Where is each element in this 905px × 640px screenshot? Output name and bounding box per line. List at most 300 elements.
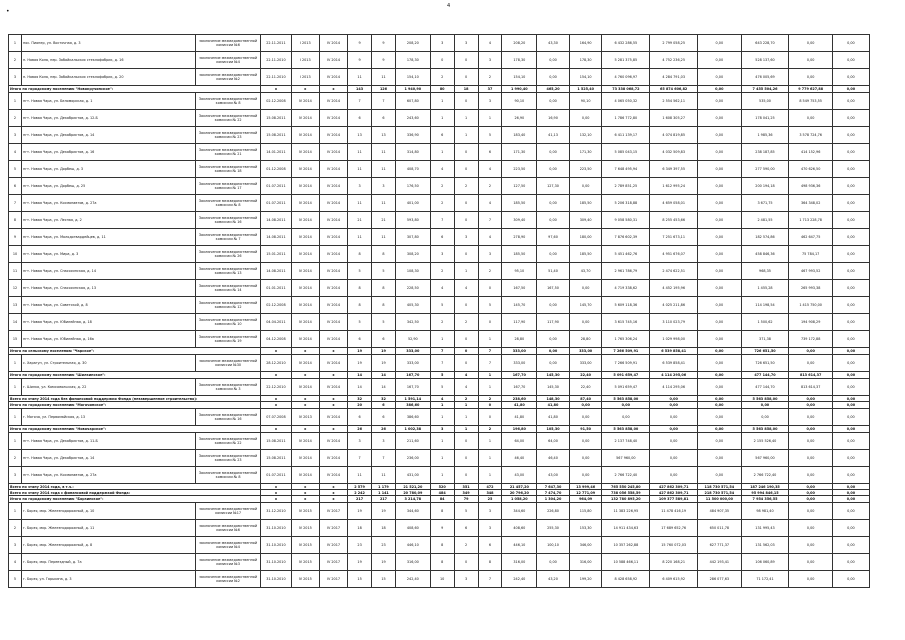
cell-a2: 16,90 bbox=[537, 110, 570, 127]
cell-cost: 3 615 745,16 bbox=[602, 314, 650, 331]
cell-a2: 7 647,30 bbox=[537, 484, 570, 490]
table-row bbox=[9, 246, 870, 263]
cell-area: 1 002,38 bbox=[395, 426, 430, 433]
cell-date: 22.11.2010 bbox=[261, 52, 291, 69]
cell-c2: 18 bbox=[372, 520, 396, 537]
table-row bbox=[9, 355, 870, 372]
cell-v2: 286 077,63 bbox=[698, 571, 741, 588]
cell-v2: 0,00 bbox=[698, 212, 741, 229]
cell-v2: 0,00 bbox=[698, 409, 741, 426]
cell-a3: 115,80 bbox=[569, 503, 602, 520]
cell-c1: 6 bbox=[348, 331, 372, 348]
cell-v2: 0,00 bbox=[698, 229, 741, 246]
cell-cost: 0,00 bbox=[602, 402, 650, 409]
cell-f1: 3 bbox=[430, 426, 454, 433]
cell-f3: 4 bbox=[478, 161, 502, 178]
cell-v1: 4 025 211,86 bbox=[650, 297, 698, 314]
cell-f3: 1 bbox=[478, 433, 502, 450]
cell-v1: 11 478 416,19 bbox=[650, 503, 698, 520]
cell-a2: 43,00 bbox=[537, 467, 570, 484]
cell-a2: 0,00 bbox=[537, 246, 570, 263]
cell-v2: 0,00 bbox=[698, 396, 741, 402]
cell-v3: 3 671,75 bbox=[741, 195, 789, 212]
cell-v5: 0,00 bbox=[832, 379, 869, 396]
cell-f2: 0 bbox=[454, 467, 478, 484]
cell-a3: 132,10 bbox=[569, 127, 602, 144]
cell-y2: x bbox=[319, 484, 347, 490]
table-row bbox=[9, 467, 870, 484]
cell-v2: 118 730 571,54 bbox=[698, 484, 741, 490]
cell-a2: 167,50 bbox=[537, 280, 570, 297]
cell-c1: 21 bbox=[348, 212, 372, 229]
cell-v4: 0,00 bbox=[789, 110, 832, 127]
cell-c2: 11 bbox=[372, 467, 396, 484]
cell-area: 236,00 bbox=[395, 450, 430, 467]
cell-f1: 3 bbox=[430, 246, 454, 263]
cell-date: x bbox=[261, 402, 291, 409]
cell-f2: 3 bbox=[454, 35, 478, 52]
cell-date: 04.04.2011 bbox=[261, 314, 291, 331]
cell-y1: x bbox=[291, 484, 319, 490]
cell-a2: 97,60 bbox=[537, 229, 570, 246]
cell-f2: 351 bbox=[454, 484, 478, 490]
cell-y1: I 2013 bbox=[291, 52, 319, 69]
cell-v4: 75 784,17 bbox=[789, 246, 832, 263]
cell-y2: x bbox=[319, 426, 347, 433]
cell-v5: 0,00 bbox=[832, 246, 869, 263]
cell-v2: 0,00 bbox=[698, 86, 741, 93]
cell-a1: 446,10 bbox=[502, 537, 537, 554]
cell-v1: 6 539 858,41 bbox=[650, 348, 698, 355]
cell-label: Всего по этапу 2014 года без финансовой поддержки Фонда (незавершенное строительство): bbox=[9, 396, 261, 402]
cell-f2: 1 bbox=[454, 426, 478, 433]
cell-date: 15.08.2011 bbox=[261, 433, 291, 450]
cell-a3: 185,50 bbox=[569, 246, 602, 263]
table-row bbox=[9, 127, 870, 144]
cell-f3: 472 bbox=[478, 484, 502, 490]
cell-v1: 15 760 072,03 bbox=[650, 537, 698, 554]
cell-date: 15.08.2011 bbox=[261, 450, 291, 467]
cell-y1: IV 2014 bbox=[291, 297, 319, 314]
cell-area: 178,30 bbox=[395, 52, 430, 69]
cell-c2: 3 bbox=[372, 433, 396, 450]
cell-f1: 84 bbox=[430, 496, 454, 503]
cell-v5: 0,00 bbox=[832, 161, 869, 178]
cell-cost: 0,00 bbox=[602, 409, 650, 426]
cell-v1: 4 284 791,03 bbox=[650, 69, 698, 86]
cell-v2: 0,00 bbox=[698, 314, 741, 331]
cell-v1: 1 612 995,24 bbox=[650, 178, 698, 195]
cell-c2: 26 bbox=[372, 426, 396, 433]
cell-date: x bbox=[261, 372, 291, 379]
cell-v1: 109 377 589,81 bbox=[650, 496, 698, 503]
cell-c1: 3 bbox=[348, 433, 372, 450]
cell-y1: I 2013 bbox=[291, 69, 319, 86]
cell-basis: Заключение межведомственной комиссии № 19 bbox=[195, 331, 260, 348]
cell-v3: 0,00 bbox=[741, 402, 789, 409]
cell-v2: 0,00 bbox=[698, 450, 741, 467]
cell-addr: п. Новая Кола, пер. Забайкальских стеклофабрик, д. 20 bbox=[22, 69, 196, 86]
cell-a1: 95,10 bbox=[502, 263, 537, 280]
cell-y1: IV 2014 bbox=[291, 161, 319, 178]
cell-area: 307,80 bbox=[395, 229, 430, 246]
cell-a3: 333,00 bbox=[569, 348, 602, 355]
cell-cost: 4 760 096,97 bbox=[602, 69, 650, 86]
cell-v1: 0,00 bbox=[650, 426, 698, 433]
cell-v2: 0,00 bbox=[698, 144, 741, 161]
cell-y2: IV 2017 bbox=[319, 537, 347, 554]
cell-c2: 32 bbox=[372, 396, 396, 402]
cell-v4: 1 713 228,78 bbox=[789, 212, 832, 229]
cell-y1: IV 2014 bbox=[291, 195, 319, 212]
cell-y1: x bbox=[291, 496, 319, 503]
cell-area: 176,50 bbox=[395, 178, 430, 195]
cell-basis: заключение межведомственной комиссии №4 bbox=[195, 52, 260, 69]
cell-a2: 0,00 bbox=[537, 355, 570, 372]
table-row bbox=[9, 571, 870, 588]
cell-date: 14.08.2011 bbox=[261, 212, 291, 229]
cell-v2: 0,00 bbox=[698, 178, 741, 195]
cell-basis: Заключение межведомственной комиссии № 17 bbox=[195, 178, 260, 195]
cell-y1: IV 2014 bbox=[291, 433, 319, 450]
cell-label: Итого по городскому поселению "Борзинское": bbox=[9, 496, 261, 503]
cell-v2: 442 193,41 bbox=[698, 554, 741, 571]
cell-y2: x bbox=[319, 402, 347, 409]
cell-date: 02.12.2008 bbox=[261, 297, 291, 314]
cell-f1: 2 bbox=[430, 178, 454, 195]
cell-a3: 316,00 bbox=[569, 554, 602, 571]
cell-f2: 1 bbox=[454, 127, 478, 144]
cell-y1: IV 2014 bbox=[291, 229, 319, 246]
cell-a3: 28,80 bbox=[569, 331, 602, 348]
group-total-row bbox=[9, 496, 870, 503]
cell-cost: 7 266 509,91 bbox=[602, 355, 650, 372]
table-row bbox=[9, 93, 870, 110]
cell-v5: 0,00 bbox=[832, 212, 869, 229]
cell-y2: IV 2014 bbox=[319, 246, 347, 263]
cell-c2: 11 bbox=[372, 195, 396, 212]
cell-a2: 64,00 bbox=[537, 433, 570, 450]
cell-a2: 226,80 bbox=[537, 503, 570, 520]
cell-a3: 22,40 bbox=[569, 372, 602, 379]
cell-c1: 8 bbox=[348, 297, 372, 314]
cell-area: 386,60 bbox=[395, 402, 430, 409]
cell-y2: x bbox=[319, 496, 347, 503]
cell-n: 8 bbox=[9, 212, 22, 229]
cell-v5: 0,00 bbox=[832, 263, 869, 280]
cell-a2: 0,00 bbox=[537, 348, 570, 355]
cell-a1: 21 457,20 bbox=[502, 484, 537, 490]
cell-cost: 7 876 602,39 bbox=[602, 229, 650, 246]
cell-c2: 11 bbox=[372, 229, 396, 246]
cell-v5: 0,00 bbox=[832, 496, 869, 503]
cell-a1: 185,50 bbox=[502, 195, 537, 212]
cell-a1: 20 796,20 bbox=[502, 490, 537, 496]
cell-c2: 19 bbox=[372, 355, 396, 372]
cell-v1: 0,00 bbox=[650, 409, 698, 426]
cell-addr: пгт. Новая Чара, ул. Лесная, д. 2 bbox=[22, 212, 196, 229]
cell-area: 243,60 bbox=[395, 110, 430, 127]
cell-c2: 9 bbox=[372, 35, 396, 52]
cell-addr: пгт. Новая Чара, ул. Советской, д. 8 bbox=[22, 297, 196, 314]
cell-c2: 126 bbox=[372, 86, 396, 93]
cell-v3: 95 994 846,15 bbox=[741, 490, 789, 496]
cell-n: 2 bbox=[9, 52, 22, 69]
cell-f1: 1 bbox=[430, 144, 454, 161]
cell-v5: 0,00 bbox=[832, 144, 869, 161]
corner-mark: • bbox=[6, 8, 10, 15]
cell-a2: 0,00 bbox=[537, 331, 570, 348]
cell-f2: 0 bbox=[454, 331, 478, 348]
cell-a1: 171,30 bbox=[502, 144, 537, 161]
cell-v3: 477 144,70 bbox=[741, 372, 789, 379]
cell-area: 333,00 bbox=[395, 348, 430, 355]
table-row bbox=[9, 144, 870, 161]
cell-y1: IV 2014 bbox=[291, 110, 319, 127]
cell-f3: 4 bbox=[478, 195, 502, 212]
cell-c1: 19 bbox=[348, 503, 372, 520]
cell-v2: 0,00 bbox=[698, 348, 741, 355]
cell-c2: 6 bbox=[372, 110, 396, 127]
cell-a2: 7 474,70 bbox=[537, 490, 570, 496]
cell-a2: 41,13 bbox=[537, 127, 570, 144]
cell-basis: Заключение межведомственной комиссии № 16 bbox=[195, 409, 260, 426]
cell-a1: 167,70 bbox=[502, 379, 537, 396]
cell-f2: 1 bbox=[454, 110, 478, 127]
cell-v5: 0,00 bbox=[832, 537, 869, 554]
cell-c1: 9 bbox=[348, 35, 372, 52]
cell-n: 4 bbox=[9, 144, 22, 161]
cell-basis: Заключение межведомственной комиссии № 23 bbox=[195, 450, 260, 467]
cell-y1: IV 2014 bbox=[291, 450, 319, 467]
cell-v4: 470 626,50 bbox=[789, 161, 832, 178]
cell-y1: x bbox=[291, 490, 319, 496]
cell-v4: 0,00 bbox=[789, 402, 832, 409]
cell-v1: 427 862 309,71 bbox=[650, 484, 698, 490]
cell-date: 14.08.2011 bbox=[261, 263, 291, 280]
cell-a1: 1 990,40 bbox=[502, 86, 537, 93]
cell-addr: г. Борзя, мкр. Железнодорожный, д. 8 bbox=[22, 537, 196, 554]
cell-date: 31.12.2010 bbox=[261, 503, 291, 520]
cell-f1: 1 bbox=[430, 409, 454, 426]
cell-f3: 3 bbox=[478, 246, 502, 263]
cell-v1: 4 074 819,85 bbox=[650, 127, 698, 144]
cell-f3: 1 bbox=[478, 467, 502, 484]
cell-v4: 0,00 bbox=[789, 520, 832, 537]
cell-n: 1 bbox=[9, 355, 22, 372]
cell-v3: 371,38 bbox=[741, 331, 789, 348]
cell-y2: IV 2014 bbox=[319, 52, 347, 69]
cell-f1: 9 bbox=[430, 520, 454, 537]
cell-v4: 0,00 bbox=[789, 467, 832, 484]
cell-cost: 10 588 466,11 bbox=[602, 554, 650, 571]
cell-a3: 0,00 bbox=[569, 467, 602, 484]
cell-addr: пгт. Новая Чара, ул. Молодогвардейцев, д. 11 bbox=[22, 229, 196, 246]
cell-label: Всего по этапу 2014 года, в т.ч.: bbox=[9, 484, 261, 490]
cell-area: 607,80 bbox=[395, 93, 430, 110]
cell-area: 108,30 bbox=[395, 263, 430, 280]
cell-addr: г. Могоча, ул. Первомайская, д. 13 bbox=[22, 409, 196, 426]
cell-v5: 0,00 bbox=[832, 467, 869, 484]
cell-area: 593,80 bbox=[395, 212, 430, 229]
cell-area: 167,70 bbox=[395, 379, 430, 396]
cell-v1: 6 409 615,92 bbox=[650, 571, 698, 588]
cell-c2: 11 bbox=[372, 144, 396, 161]
cell-area: 446,10 bbox=[395, 537, 430, 554]
cell-y2: IV 2014 bbox=[319, 467, 347, 484]
cell-y2: IV 2014 bbox=[319, 144, 347, 161]
cell-v2: 0,00 bbox=[698, 372, 741, 379]
cell-area: 314,80 bbox=[395, 144, 430, 161]
cell-v5: 0,00 bbox=[832, 484, 869, 490]
cell-a3: 171,30 bbox=[569, 144, 602, 161]
cell-date: 07.07.2008 bbox=[261, 409, 291, 426]
cell-area: 228,50 bbox=[395, 280, 430, 297]
cell-a1: 316,00 bbox=[502, 554, 537, 571]
cell-basis: заключение межведомственной комиссии №6 bbox=[195, 520, 260, 537]
cell-date: 22.12.2010 bbox=[261, 379, 291, 396]
cell-a1: 242,40 bbox=[502, 571, 537, 588]
cell-date: 04.12.2008 bbox=[261, 331, 291, 348]
cell-v3: 2 481,55 bbox=[741, 212, 789, 229]
cell-f3: 2 bbox=[478, 69, 502, 86]
cell-f1: 3 bbox=[430, 35, 454, 52]
cell-v3: 1 985,36 bbox=[741, 127, 789, 144]
table-row bbox=[9, 280, 870, 297]
cell-a1: 167,50 bbox=[502, 280, 537, 297]
cell-y2: x bbox=[319, 490, 347, 496]
cell-v1: 4 114 295,06 bbox=[650, 372, 698, 379]
cell-v1: 4 032 509,83 bbox=[650, 144, 698, 161]
cell-y1: IV 2015 bbox=[291, 520, 319, 537]
cell-v1: 7 251 673,11 bbox=[650, 229, 698, 246]
cell-area: 242,40 bbox=[395, 571, 430, 588]
cell-date: 31.10.2010 bbox=[261, 537, 291, 554]
cell-v3: 71 172,41 bbox=[741, 571, 789, 588]
table-row bbox=[9, 161, 870, 178]
cell-f1: 10 bbox=[430, 571, 454, 588]
cell-a2: 41,80 bbox=[537, 402, 570, 409]
cell-f1: 0 bbox=[430, 52, 454, 69]
cell-date: 28.12.2010 bbox=[261, 355, 291, 372]
cell-n: 2 bbox=[9, 520, 22, 537]
cell-c2: 8 bbox=[372, 297, 396, 314]
cell-v3: 114 198,54 bbox=[741, 297, 789, 314]
cell-n: 1 bbox=[9, 35, 22, 52]
cell-f3: 1 bbox=[478, 379, 502, 396]
cell-a2: 148,30 bbox=[537, 396, 570, 402]
cell-basis: Заключение межведомственной комиссии № 8 bbox=[195, 195, 260, 212]
cell-c2: 217 bbox=[372, 496, 396, 503]
cell-a3: 964,09 bbox=[569, 496, 602, 503]
cell-v4: 0,00 bbox=[789, 409, 832, 426]
cell-area: 21 521,20 bbox=[395, 484, 430, 490]
cell-v4: 265 993,38 bbox=[789, 280, 832, 297]
cell-basis: Заключение межведомственной комиссии № 8 bbox=[195, 467, 260, 484]
cell-y2: IV 2014 bbox=[319, 212, 347, 229]
cell-cost: 7 648 495,94 bbox=[602, 161, 650, 178]
cell-a2: 43,20 bbox=[537, 571, 570, 588]
cell-y1: IV 2014 bbox=[291, 355, 319, 372]
cell-date: 14.08.2011 bbox=[261, 229, 291, 246]
cell-a2: 46,40 bbox=[537, 450, 570, 467]
cell-a3: 0,00 bbox=[569, 314, 602, 331]
cell-y2: IV 2014 bbox=[319, 379, 347, 396]
cell-v5: 0,00 bbox=[832, 280, 869, 297]
cell-addr: пгт. Новая Чара, ул. Мира, д. 3 bbox=[22, 246, 196, 263]
cell-cost: 5 085 043,15 bbox=[602, 144, 650, 161]
cell-v2: 0,00 bbox=[698, 355, 741, 372]
table-row bbox=[9, 314, 870, 331]
cell-v1: 2 799 058,25 bbox=[650, 35, 698, 52]
cell-v3: 0,00 bbox=[741, 409, 789, 426]
cell-c1: 23 bbox=[348, 537, 372, 554]
cell-a3: 164,90 bbox=[569, 35, 602, 52]
cell-cost: 1 765 306,24 bbox=[602, 331, 650, 348]
cell-a3: 178,30 bbox=[569, 52, 602, 69]
cell-v4: 0,00 bbox=[789, 426, 832, 433]
cell-addr: п. Новая Кола, пер. Забайкальских стеклофабрик, д. 16 bbox=[22, 52, 196, 69]
cell-v3: 131 995,43 bbox=[741, 520, 789, 537]
cell-addr: г. Борзя, мкр. Переездный, д. 7а bbox=[22, 554, 196, 571]
cell-a3: 22,40 bbox=[569, 379, 602, 396]
cell-date: 02.12.2008 bbox=[261, 93, 291, 110]
cell-v2: 627 771,37 bbox=[698, 537, 741, 554]
table-row bbox=[9, 110, 870, 127]
cell-area: 316,00 bbox=[395, 554, 430, 571]
cell-cost: 2 766 722,40 bbox=[602, 467, 650, 484]
cell-a1: 26,90 bbox=[502, 110, 537, 127]
table-row bbox=[9, 554, 870, 571]
cell-c1: 20 bbox=[348, 402, 372, 409]
cell-v4: 414 152,96 bbox=[789, 144, 832, 161]
cell-v5: 0,00 bbox=[832, 503, 869, 520]
cell-a1: 238,60 bbox=[502, 396, 537, 402]
cell-v3: 567 960,00 bbox=[741, 450, 789, 467]
cell-date: 15.08.2011 bbox=[261, 110, 291, 127]
cell-v1: 4 752 236,25 bbox=[650, 52, 698, 69]
cell-a1: 333,00 bbox=[502, 348, 537, 355]
cell-f3: 2 bbox=[478, 426, 502, 433]
cell-v3: 535,00 bbox=[741, 93, 789, 110]
cell-v2: 650 011,78 bbox=[698, 520, 741, 537]
cell-v2: 0,00 bbox=[698, 379, 741, 396]
cell-v1: 427 862 309,71 bbox=[650, 490, 698, 496]
cell-basis: Заключение межведомственной комиссии № 13 bbox=[195, 263, 260, 280]
cell-y2: IV 2017 bbox=[319, 554, 347, 571]
cell-f3: 7 bbox=[478, 212, 502, 229]
cell-cost: 765 550 245,80 bbox=[602, 484, 650, 490]
cell-f3: 1 bbox=[478, 110, 502, 127]
cell-v3: 1 500,62 bbox=[741, 314, 789, 331]
cell-v5: 0,00 bbox=[832, 490, 869, 496]
cell-v4: 0,00 bbox=[789, 490, 832, 496]
cell-y1: IV 2014 bbox=[291, 467, 319, 484]
cell-y1: IV 2015 bbox=[291, 554, 319, 571]
cell-addr: г. Борзя, мкр. Железнодорожный, д. 11 bbox=[22, 520, 196, 537]
cell-y2: IV 2014 bbox=[319, 195, 347, 212]
table-row bbox=[9, 35, 870, 52]
cell-v3: 2 155 526,40 bbox=[741, 433, 789, 450]
cell-a3: 0,00 bbox=[569, 402, 602, 409]
cell-a1: 178,30 bbox=[502, 52, 537, 69]
cell-cost: 5 563 858,00 bbox=[602, 396, 650, 402]
cell-c1: 11 bbox=[348, 229, 372, 246]
cell-area: 1 591,14 bbox=[395, 396, 430, 402]
cell-c1: 8 bbox=[348, 280, 372, 297]
cell-a1: 333,00 bbox=[502, 355, 537, 372]
cell-v4: 0,00 bbox=[789, 35, 832, 52]
